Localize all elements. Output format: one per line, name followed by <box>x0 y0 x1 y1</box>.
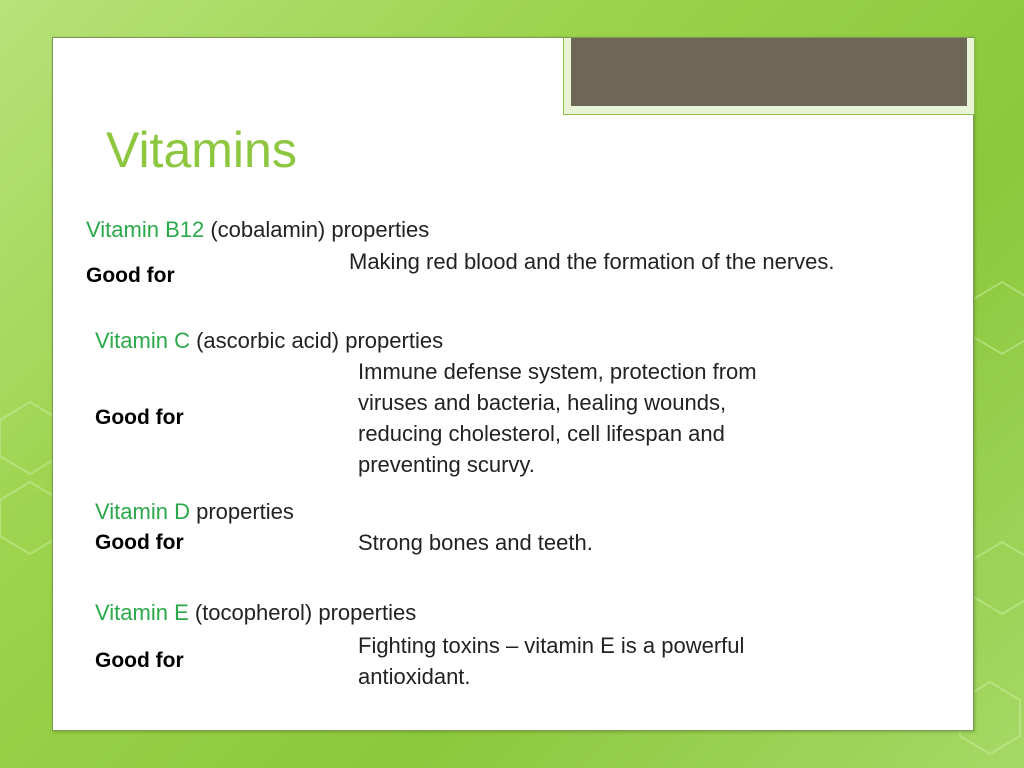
vitamin-c-good-for-label: Good for <box>95 406 184 429</box>
vitamin-b12-good-for-label: Good for <box>86 264 175 287</box>
vitamin-e-good-for-label: Good for <box>95 649 184 672</box>
vitamin-d-name: Vitamin D <box>95 499 190 524</box>
vitamin-d-description: Strong bones and teeth. <box>358 530 593 555</box>
vitamin-c-heading <box>95 328 443 354</box>
vitamin-b12-name: Vitamin B12 <box>86 217 205 242</box>
vitamin-b12-description: Making red blood and the formation of the nerves. <box>349 249 835 274</box>
vitamin-e-subtitle: (tocopherol) properties <box>188 600 417 625</box>
vitamin-d-good-for-label: Good for <box>95 531 184 554</box>
vitamin-e-heading <box>95 600 416 626</box>
vitamin-b12-heading <box>86 217 429 243</box>
decorative-header-fill <box>571 38 967 106</box>
vitamin-d-heading <box>95 499 294 525</box>
vitamin-d-subtitle: properties <box>189 499 294 524</box>
vitamin-c-subtitle: (ascorbic acid) properties <box>189 328 444 353</box>
decorative-header-block <box>563 38 975 115</box>
slide-title: Vitamins <box>106 122 297 178</box>
vitamin-c-name: Vitamin C <box>95 328 190 353</box>
vitamin-e-name: Vitamin E <box>95 600 189 625</box>
vitamin-b12-subtitle: (cobalamin) properties <box>204 217 430 242</box>
vitamin-c-description: Immune defense system, protection from viruses and bacteria, healing wounds, reducing cholesterol, cell lifespan and preventing scurvy. <box>358 359 757 477</box>
vitamin-e-description: Fighting toxins – vitamin E is a powerful antioxidant. <box>358 633 745 689</box>
